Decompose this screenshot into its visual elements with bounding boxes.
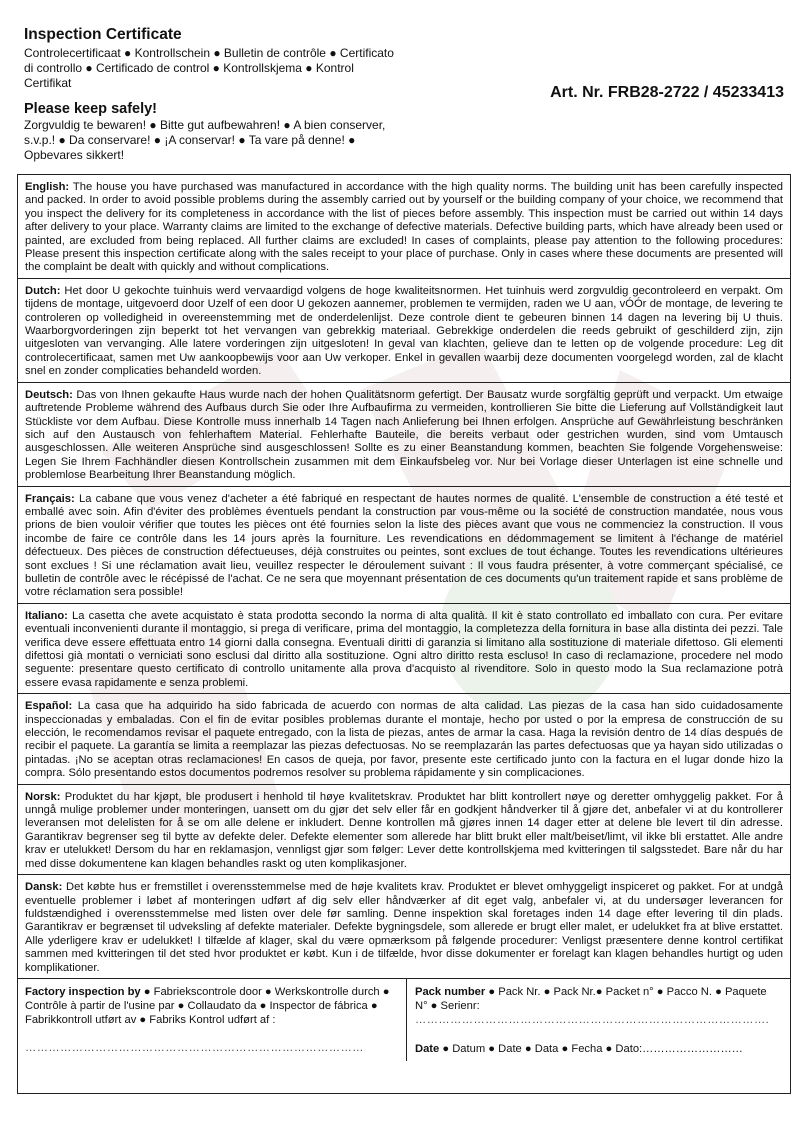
pack-number-label: Pack number: [415, 985, 486, 998]
section-english: [18, 175, 790, 279]
section-francais: [18, 487, 790, 604]
section-deutsch: [18, 383, 790, 487]
section-lang-label: Dutch:: [25, 284, 61, 297]
keep-safely-title: Please keep safely!: [24, 101, 158, 117]
pack-date-fields: [407, 979, 790, 1061]
section-lang-label: Norsk:: [25, 790, 61, 803]
section-espanol: [18, 694, 790, 784]
factory-inspection-translations: ● Fabriekscontrole door ● Werkskontrolle durch ● Contrôle à partir de l'usine par ● Collaudato da ● Inspector de fábrica ● Fabrikkontroll utført av ● Fabriks Kontrol udført af :: [25, 985, 390, 1026]
title-translations: Controlecertificaat ● Kontrollschein ● Bulletin de contrôle ● Certificato di controllo ● Certificado de control ● Kontrollskjema ● Kontrol Certifikat: [24, 46, 394, 90]
factory-inspection-field[interactable]: [18, 979, 407, 1061]
date-label: Date: [415, 1042, 440, 1055]
section-dansk: [18, 875, 790, 979]
section-lang-label: Dansk:: [25, 881, 63, 894]
page-title: Inspection Certificate: [24, 26, 182, 43]
section-text: Het door U gekochte tuinhuis werd vervaardigd volgens de hoge kwaliteitsnormen. Het tuinhuis werd zorgvuldig gecontroleerd en verpakt. Om tijdens de montage, uitgevoerd door Uzelf of een door U gekozen aannemer, problemen te vermijden, raden we U aan, vÓÓr de montage, de levering te controleren op volledigheid in overeenstemming met de onderdelenlijst. Deze controle dient te gebeuren binnen 14 dagen na levering bij U thuis. Waarborgvorderingen zijn beperkt tot het vervangen van gebrekkig materiaal. Gebrekkige onderdelen die reeds gebruikt of geschilderd zijn, zijn uitgesloten van vervanging. Alle latere vorderingen zijn uitgesloten! In geval van klachten, gelieve dan te letten op de volgende procedure: Leg dit controlecertificaat, samen met Uw aankoopbewijs voor aan Uw verkoper. Enkel in gevallen waarbij deze documenten voorgelegd worden, zal de klacht snel en zonder complicaties behandeld worden.: [25, 284, 783, 378]
section-lang-label: English:: [25, 181, 70, 193]
article-number: Art. Nr. FRB28-2722 / 45233413: [550, 84, 784, 101]
section-text: La casetta che avete acquistato è stata prodotta secondo la norma di alta qualità. Il kit è stato controllato ed imballato con cura. Per evitare eventuali inconvenienti durante il montaggio, si prega di verificare, prima del montaggio, la completezza della fornitura in base alla distinta dei pezzi. Tale verifica deve essere effettuata entro 14 giorni dalla consegna. Eventuali diritti di garanzia si limitano alla sostituzione di materiale difettoso. Gli elementi difettosi già montati o verniciati sono esclusi dal diritto alla sostituzione. Ogni altro diritto resta escluso! In caso di reclamazione, procedere nel modo seguente: presentare questo certificato di controllo unitamente alla prova d'acquisto al rivenditore. Solo in questo modo la Sua reclamazione potrà essere evasa rapidamente e senza problemi.: [25, 609, 784, 689]
section-text: The house you have purchased was manufactured in accordance with the high quality norms. The building unit has been carefully inspected and packed. In order to avoid possible problems during the assembly carried out by yourself or the building company of your choice, we recommend that you inspect the delivery for its completeness in accordance with the list of pieces before assembly. This inspection must be carried out within 14 days after delivery to your place. Warranty claims are limited to the exchange of defective materials. Defective building parts, which have already been used or painted, are excluded from being replaced. All further claims are excluded! In cases of complaints, please pay attention to the following procedures: Please present this inspection certificate along with the sales receipt to your place of purchase. Only in cases where these documents are presented will the complaint be dealt with quickly and without complications.: [25, 181, 783, 274]
section-text: La cabane que vous venez d'acheter a été fabriqué en respectant de hautes normes de qualité. L'ensemble de construction a été testé et emballé avec soin. Afin d'éviter des problèmes éventuels pendant la construction par vous-même ou la société de construction mandatée, nous vous prions de bien vouloir vérifier que toutes les pièces ont été fournies selon la liste des pièces avant que vous ne commenciez la construction. Il vous incombe de faire ce contrôle dans les 14 jours après la fourniture. Les revendications en dédommagement se limitent à l'échange de matériel défectueux. Des pièces de construction défectueuses, déjà construites ou peintes, sont exclues de tout échange. Toutes les revendications ultérieures sont exclues ! Si une réclamation avait lieu, veuillez respecter le déroulement suivant : Il vous faudra présenter, à votre commerçant spécialisé, ce bulletin de contrôle avec le récépissé de l'achat. Ce ne sera que moyennant présentation de ces documents qu'un traitement rapide et sans problème de votre réclamation sera possible!: [25, 492, 783, 599]
section-lang-label: Français:: [25, 492, 75, 505]
pack-number-blank[interactable]: ……………………………………………………………………………….: [415, 1013, 770, 1026]
section-text: Das von Ihnen gekaufte Haus wurde nach der hohen Qualitätsnorm gefertigt. Der Bausatz wurde sorgfältig geprüft und verpackt. Um etwaige auftretende Probleme während des Aufbaus durch Sie oder Ihre Aufbaufirma zu vermeiden, kontrollieren Sie bitte die Lieferung auf Vollständigkeit laut Stückliste vor dem Aufbau. Diese Kontrolle muss innerhalb 14 Tagen nach Anlieferung bei Ihnen erfolgen. Ansprüche auf Gewährleistung beschränken sich auf den Austausch von fehlerhaftem Material. Fehlerhafte Bauteile, die bereits verbaut oder gestrichen wurden, sind vom Umtausch ausgeschlossen. Alle weiteren Ansprüche sind ausgeschlossen! Sollte es zu einer Beanstandung kommen, beachten Sie folgende Vorgehensweise: Legen Sie Ihrem Fachhändler diesen Kontrollschein zusammen mit dem Einkaufsbeleg vor. Nur bei Vorlage dieser Unterlagen ist eine schnelle und problemlose Bearbeitung Ihrer Beanstandung möglich.: [25, 388, 783, 482]
date-translations: ● Datum ● Date ● Data ● Fecha ● Dato:………………………: [439, 1042, 743, 1055]
keep-safely-translations: Zorgvuldig te bewaren! ● Bitte gut aufbewahren! ● A bien conserver, s.v.p.! ● Da conservare! ● ¡A conservar! ● Ta vare på denne! ● Opbevares sikkert!: [24, 118, 386, 162]
section-text: La casa que ha adquirido ha sido fabricada de acuerdo con normas de alta calidad. Las piezas de la casa han sido cuidadosamente inspeccionadas y embaladas. Con el fin de evitar posibles problemas durante el montaje, hecho por usted o por la empresa de construcción de su elección, le recomendamos revisar el paquete entregado, con la lista de piezas, antes de armar la casa. Haga la revisión dentro de 14 días después de recibir el paquete. La garantía se limita a reemplazar las piezas defectuosas. No se reemplazarán las partes defectuosas que ya hayan sido utilizadas o pintadas. ¡No se aceptan otras reclamaciones! En casos de queja, por favor, presente este certificado junto con la factura en el lugar donde hizo la compra. Sólo presentando estos documentos podremos resolver su problema rápidamente y sin complicaciones.: [25, 700, 784, 780]
section-norsk: [18, 785, 790, 875]
date-field[interactable]: [415, 1042, 743, 1056]
section-dutch: [18, 279, 790, 383]
factory-inspection-blank[interactable]: ……………………………………………………………………………: [25, 1041, 364, 1054]
section-text: Produktet du har kjøpt, ble produsert i henhold til høye kvalitetskrav. Produktet har blitt kontrollert nøye og deretter omhyggelig pakket. For å unngå mulige problemer under monteringen, uansett om du gjør det selv eller får en godkjent håndverker til å gjøre det, anbefaler vi at du kontrollerer leveransen mot delelisten for å se om alle delene er inkludert. Denne kontrollen må gjøres innen 14 dager etter at delene ble levert til din adresse. Garantikrav begrenser seg til bytte av defekte deler. Defekte elementer som allerede har blitt brukt eller malt/beiset/limt, vil ikke bli erstattet. Alle andre krav er utelukket! Dersom du har en reklamasjon, vennligst gjør som følger: Lever dette kontrollskjema med kvitteringen til salgsstedet. Bare når du har med disse dokumentene kan klagen behandles raskt og uten komplikasjoner.: [25, 790, 784, 870]
section-text: Det købte hus er fremstillet i overensstemmelse med de høje kvalitets krav. Produktet er blevet omhyggeligt inspiceret og pakket. For at undgå eventuelle problemer i løbet af monteringen udført af dig selv eller håndværker af dit eget valg, anbefaler vi, at du undersøger leverancen for fuldstændighed i overensstemmelse med listen over dele før samling. Denne inspektion skal foretages inden 14 dage efter levering til din plads. Garantikrav er begrænset til udveksling af defekte materialer. Defekte bygningsdele, som allerede er brugt eller malet, er udelukket fra at blive erstattet. Alle yderligere krav er udelukket! I tilfælde af klager, skal du være opmærksom på følgende procedurer: Venligst præsentere denne kontrol certifikat sammen med kvitteringen til det sted hvor produktet er købt. Kun i de tilfælde, hvor disse dokumenter er forelagt kan klagen behandles hurtigt og uden komplikationer.: [25, 881, 783, 974]
section-lang-label: Deutsch:: [25, 388, 73, 401]
section-lang-label: Español:: [25, 700, 73, 713]
section-italiano: [18, 604, 790, 694]
factory-inspection-label: Factory inspection by: [25, 985, 141, 998]
pack-number-translations: ● Pack Nr. ● Pack Nr.● Packet n° ● Pacco N. ● Paquete N° ● Serienr:: [415, 985, 767, 1012]
section-lang-label: Italiano:: [25, 609, 68, 622]
certificate-body: [17, 174, 791, 1094]
certificate-footer: [18, 979, 790, 1061]
